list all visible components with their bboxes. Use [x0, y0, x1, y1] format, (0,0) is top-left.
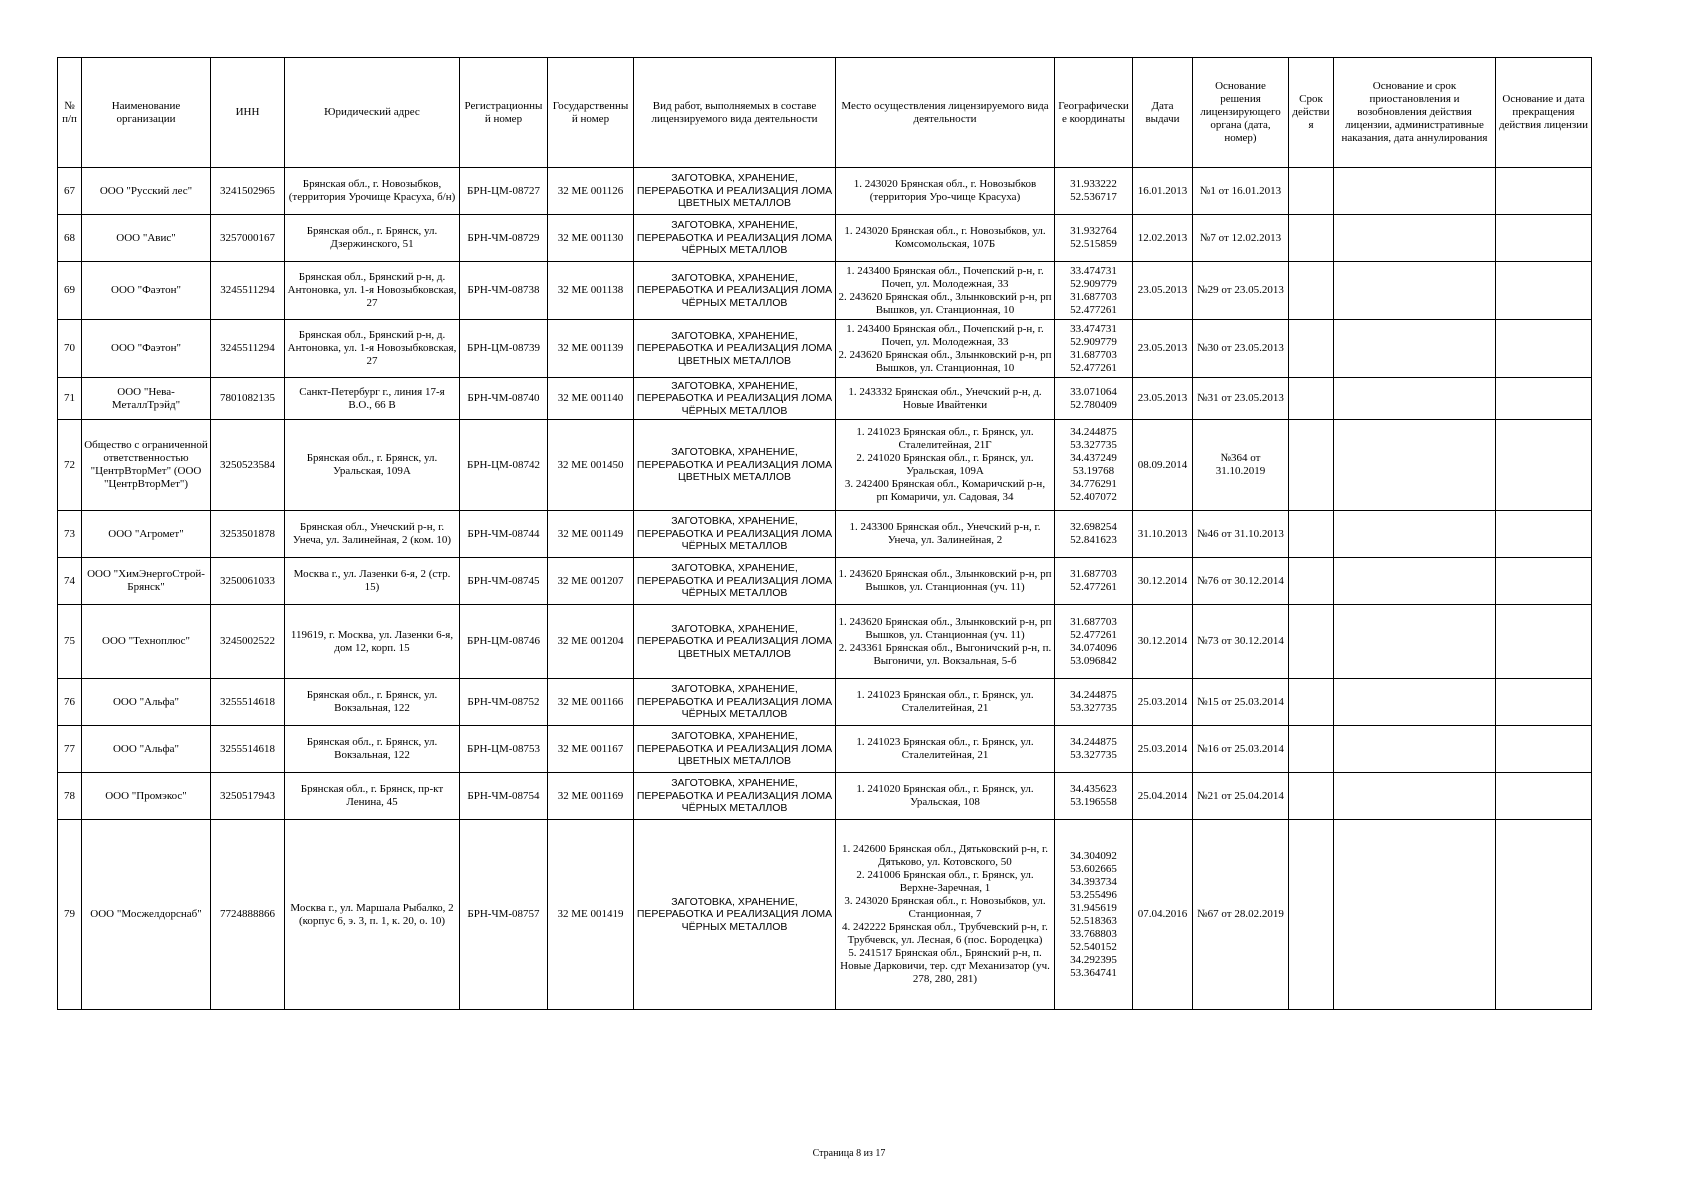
cell-reg: БРН-ЦМ-08746: [460, 605, 548, 679]
table-row: [58, 773, 1592, 820]
geo-line: 53.327735: [1070, 749, 1117, 761]
cell-term: [1289, 679, 1334, 726]
header-place: Место осуществления лицензируемого вида деятельности: [836, 58, 1055, 168]
cell-suspend: [1334, 679, 1496, 726]
geo-line: 34.393734: [1070, 875, 1117, 888]
cell-suspend: [1334, 168, 1496, 215]
place-line: 1. 243332 Брянская обл., Унечский р-н, д. Новые Ивайтенки: [848, 385, 1042, 411]
cell-inn: 3255514618: [211, 679, 285, 726]
geo-line: 31.687703: [1070, 568, 1117, 580]
place-line: 2. 241020 Брянская обл., г. Брянск, ул. Уральская, 109А: [856, 452, 1034, 477]
cell-basis: №29 от 23.05.2013: [1193, 262, 1289, 320]
cell-stop: [1496, 215, 1592, 262]
cell-basis: №76 от 30.12.2014: [1193, 558, 1289, 605]
cell-work: ЗАГОТОВКА, ХРАНЕНИЕ, ПЕРЕРАБОТКА И РЕАЛИЗАЦИЯ ЛОМА ЦВЕТНЫХ МЕТАЛЛОВ: [634, 605, 836, 679]
cell-term: [1289, 320, 1334, 378]
cell-reg: БРН-ЦМ-08727: [460, 168, 548, 215]
cell-geo: [1055, 820, 1133, 1010]
cell-place: [836, 262, 1055, 320]
cell-suspend: [1334, 320, 1496, 378]
place-line: 1. 242600 Брянская обл., Дятьковский р-н, г. Дятьково, ул. Котовского, 50: [842, 843, 1048, 868]
geo-line: 33.768803: [1070, 927, 1117, 940]
cell-address: Брянская обл., Брянский р-н, д. Антоновка, ул. 1-я Новозыбковская, 27: [285, 320, 460, 378]
cell-name: ООО "Авис": [82, 215, 211, 262]
geo-line: 31.687703: [1070, 348, 1117, 361]
geo-line: 33.474731: [1070, 322, 1117, 335]
header-basis: Основание решения лицензирующего органа (дата, номер): [1193, 58, 1289, 168]
geo-line: 52.407072: [1070, 491, 1117, 503]
cell-geo: [1055, 511, 1133, 558]
cell-address: Москва г., ул. Лазенки 6-я, 2 (стр. 15): [285, 558, 460, 605]
geo-line: 53.364741: [1070, 966, 1117, 979]
cell-geo: [1055, 420, 1133, 511]
cell-stop: [1496, 820, 1592, 1010]
cell-basis: №1 от 16.01.2013: [1193, 168, 1289, 215]
place-line: 1. 243020 Брянская обл., г. Новозыбков (территория Уро-чище Красуха): [853, 178, 1037, 203]
cell-stop: [1496, 773, 1592, 820]
geo-line: 31.932764: [1070, 225, 1117, 237]
table-row: [58, 168, 1592, 215]
cell-geo: [1055, 605, 1133, 679]
cell-num: 72: [58, 420, 82, 511]
geo-line: 53.196558: [1070, 796, 1117, 808]
geo-line: 52.515859: [1070, 238, 1117, 250]
geo-line: 53.327735: [1070, 702, 1117, 714]
cell-address: Москва г., ул. Маршала Рыбалко, 2 (корпус 6, э. 3, п. 1, к. 20, о. 10): [285, 820, 460, 1010]
geo-line: 52.909779: [1070, 277, 1117, 290]
place-line: 2. 241006 Брянская обл., г. Брянск, ул. Верхне-Заречная, 1: [856, 869, 1034, 894]
cell-work: ЗАГОТОВКА, ХРАНЕНИЕ, ПЕРЕРАБОТКА И РЕАЛИЗАЦИЯ ЛОМА ЧЁРНЫХ МЕТАЛЛОВ: [634, 378, 836, 420]
cell-state: 32 МЕ 001130: [548, 215, 634, 262]
cell-reg: БРН-ЧМ-08729: [460, 215, 548, 262]
cell-date: 23.05.2013: [1133, 262, 1193, 320]
geo-line: 53.19768: [1072, 465, 1115, 477]
place-line: 1. 241023 Брянская обл., г. Брянск, ул. Сталелитейная, 21: [856, 689, 1034, 714]
cell-term: [1289, 773, 1334, 820]
license-table: [57, 57, 1592, 1010]
cell-num: 79: [58, 820, 82, 1010]
place-line: 3. 242400 Брянская обл., Комаричский р-н, рп Комаричи, ул. Садовая, 34: [844, 478, 1046, 503]
cell-basis: №7 от 12.02.2013: [1193, 215, 1289, 262]
geo-line: 33.071064: [1070, 385, 1117, 398]
cell-work: ЗАГОТОВКА, ХРАНЕНИЕ, ПЕРЕРАБОТКА И РЕАЛИЗАЦИЯ ЛОМА ЦВЕТНЫХ МЕТАЛЛОВ: [634, 320, 836, 378]
cell-geo: [1055, 558, 1133, 605]
cell-num: 75: [58, 605, 82, 679]
cell-date: 23.05.2013: [1133, 320, 1193, 378]
cell-state: 32 МЕ 001166: [548, 679, 634, 726]
place-line: 2. 243620 Брянская обл., Злынковский р-н, рп Вышков, ул. Станционная, 10: [838, 348, 1052, 374]
cell-work: ЗАГОТОВКА, ХРАНЕНИЕ, ПЕРЕРАБОТКА И РЕАЛИЗАЦИЯ ЛОМА ЧЁРНЫХ МЕТАЛЛОВ: [634, 215, 836, 262]
cell-geo: [1055, 320, 1133, 378]
cell-basis: №364 от 31.10.2019: [1193, 420, 1289, 511]
cell-date: 23.05.2013: [1133, 378, 1193, 420]
cell-inn: 3253501878: [211, 511, 285, 558]
geo-line: 31.933222: [1070, 178, 1117, 190]
place-line: 1. 241023 Брянская обл., г. Брянск, ул. Сталелитейная, 21: [856, 736, 1034, 761]
place-line: 1. 243400 Брянская обл., Почепский р-н, г. Почеп, ул. Молодежная, 33: [846, 264, 1044, 290]
cell-state: 32 МЕ 001140: [548, 378, 634, 420]
cell-date: 30.12.2014: [1133, 558, 1193, 605]
header-term: Срок действия: [1289, 58, 1334, 168]
place-line: 1. 243300 Брянская обл., Унечский р-н, г. Унеча, ул. Залинейная, 2: [849, 521, 1041, 546]
cell-name: ООО "Альфа": [82, 679, 211, 726]
header-stop: Основание и дата прекращения действия лицензии: [1496, 58, 1592, 168]
geo-line: 34.244875: [1070, 426, 1117, 438]
cell-term: [1289, 420, 1334, 511]
cell-date: 25.03.2014: [1133, 679, 1193, 726]
cell-term: [1289, 215, 1334, 262]
cell-name: ООО "Альфа": [82, 726, 211, 773]
geo-line: 52.536717: [1070, 191, 1117, 203]
cell-suspend: [1334, 420, 1496, 511]
geo-line: 32.698254: [1070, 521, 1117, 533]
cell-stop: [1496, 511, 1592, 558]
cell-term: [1289, 558, 1334, 605]
cell-reg: БРН-ЧМ-08754: [460, 773, 548, 820]
cell-name: Общество с ограниченной ответственностью "ЦентрВторМет" (ООО "ЦентрВторМет"): [82, 420, 211, 511]
table-row: [58, 558, 1592, 605]
geo-line: 34.304092: [1070, 849, 1117, 862]
header-num: № п/п: [58, 58, 82, 168]
cell-term: [1289, 168, 1334, 215]
cell-work: ЗАГОТОВКА, ХРАНЕНИЕ, ПЕРЕРАБОТКА И РЕАЛИЗАЦИЯ ЛОМА ЧЁРНЫХ МЕТАЛЛОВ: [634, 511, 836, 558]
header-state: Государственный номер: [548, 58, 634, 168]
table-body: [58, 168, 1592, 1010]
cell-state: 32 МЕ 001126: [548, 168, 634, 215]
header-inn: ИНН: [211, 58, 285, 168]
cell-num: 69: [58, 262, 82, 320]
cell-name: ООО "Мосжелдорснаб": [82, 820, 211, 1010]
cell-term: [1289, 378, 1334, 420]
table-row: [58, 262, 1592, 320]
place-line: 1. 243620 Брянская обл., Злынковский р-н, рп Вышков, ул. Станционная (уч. 11): [838, 615, 1052, 641]
cell-stop: [1496, 679, 1592, 726]
cell-state: 32 МЕ 001149: [548, 511, 634, 558]
cell-inn: 3245511294: [211, 320, 285, 378]
cell-address: Брянская обл., г. Брянск, ул. Вокзальная, 122: [285, 726, 460, 773]
cell-name: ООО "Промэкос": [82, 773, 211, 820]
header-date: Дата выдачи: [1133, 58, 1193, 168]
cell-address: Санкт-Петербург г., линия 17-я В.О., 66 В: [285, 378, 460, 420]
cell-stop: [1496, 605, 1592, 679]
cell-work: ЗАГОТОВКА, ХРАНЕНИЕ, ПЕРЕРАБОТКА И РЕАЛИЗАЦИЯ ЛОМА ЧЁРНЫХ МЕТАЛЛОВ: [634, 820, 836, 1010]
cell-place: [836, 420, 1055, 511]
cell-place: [836, 168, 1055, 215]
header-reg: Регистрационный номер: [460, 58, 548, 168]
license-registry-sheet: [57, 57, 1591, 1010]
geo-line: 34.292395: [1070, 953, 1117, 966]
cell-num: 70: [58, 320, 82, 378]
cell-inn: 3257000167: [211, 215, 285, 262]
geo-line: 34.437249: [1070, 452, 1117, 464]
cell-basis: №21 от 25.04.2014: [1193, 773, 1289, 820]
place-line: 1. 243400 Брянская обл., Почепский р-н, г. Почеп, ул. Молодежная, 33: [846, 322, 1044, 348]
geo-line: 52.841623: [1070, 534, 1117, 546]
header-name: Наименование организации: [82, 58, 211, 168]
cell-address: Брянская обл., г. Брянск, пр-кт Ленина, 45: [285, 773, 460, 820]
geo-line: 33.474731: [1070, 264, 1117, 277]
cell-term: [1289, 605, 1334, 679]
cell-date: 25.03.2014: [1133, 726, 1193, 773]
cell-num: 67: [58, 168, 82, 215]
cell-place: [836, 378, 1055, 420]
cell-name: ООО "Агромет": [82, 511, 211, 558]
cell-address: Брянская обл., Унечский р-н, г. Унеча, ул. Залинейная, 2 (ком. 10): [285, 511, 460, 558]
cell-place: [836, 511, 1055, 558]
cell-term: [1289, 820, 1334, 1010]
cell-inn: 3245511294: [211, 262, 285, 320]
cell-num: 71: [58, 378, 82, 420]
cell-reg: БРН-ЦМ-08753: [460, 726, 548, 773]
cell-state: 32 МЕ 001169: [548, 773, 634, 820]
cell-num: 77: [58, 726, 82, 773]
cell-date: 30.12.2014: [1133, 605, 1193, 679]
cell-date: 08.09.2014: [1133, 420, 1193, 511]
cell-basis: №67 от 28.02.2019: [1193, 820, 1289, 1010]
geo-line: 31.687703: [1070, 615, 1117, 628]
cell-inn: 3250061033: [211, 558, 285, 605]
cell-stop: [1496, 168, 1592, 215]
cell-name: ООО "Фаэтон": [82, 262, 211, 320]
cell-stop: [1496, 378, 1592, 420]
cell-num: 73: [58, 511, 82, 558]
cell-address: 119619, г. Москва, ул. Лазенки 6-я, дом 12, корп. 15: [285, 605, 460, 679]
geo-line: 53.602665: [1070, 862, 1117, 875]
geo-line: 34.244875: [1070, 689, 1117, 701]
table-row: [58, 420, 1592, 511]
cell-stop: [1496, 420, 1592, 511]
place-line: 1. 243620 Брянская обл., Злынковский р-н, рп Вышков, ул. Станционная (уч. 11): [838, 568, 1052, 593]
cell-term: [1289, 262, 1334, 320]
cell-suspend: [1334, 558, 1496, 605]
cell-inn: 7724888866: [211, 820, 285, 1010]
geo-line: 53.096842: [1070, 654, 1117, 667]
geo-line: 34.435623: [1070, 783, 1117, 795]
cell-date: 07.04.2016: [1133, 820, 1193, 1010]
table-row: [58, 605, 1592, 679]
cell-num: 74: [58, 558, 82, 605]
cell-basis: №73 от 30.12.2014: [1193, 605, 1289, 679]
table-header-row: [58, 58, 1592, 168]
place-line: 1. 241023 Брянская обл., г. Брянск, ул. Сталелитейная, 21Г: [856, 426, 1034, 451]
cell-geo: [1055, 773, 1133, 820]
place-line: 3. 243020 Брянская обл., г. Новозыбков, ул. Станционная, 7: [844, 895, 1046, 920]
cell-work: ЗАГОТОВКА, ХРАНЕНИЕ, ПЕРЕРАБОТКА И РЕАЛИЗАЦИЯ ЛОМА ЧЁРНЫХ МЕТАЛЛОВ: [634, 558, 836, 605]
table-row: [58, 679, 1592, 726]
cell-work: ЗАГОТОВКА, ХРАНЕНИЕ, ПЕРЕРАБОТКА И РЕАЛИЗАЦИЯ ЛОМА ЦВЕТНЫХ МЕТАЛЛОВ: [634, 726, 836, 773]
cell-suspend: [1334, 378, 1496, 420]
cell-stop: [1496, 320, 1592, 378]
geo-line: 31.687703: [1070, 290, 1117, 303]
cell-state: 32 МЕ 001450: [548, 420, 634, 511]
geo-line: 52.477261: [1070, 303, 1117, 316]
table-row: [58, 726, 1592, 773]
cell-place: [836, 215, 1055, 262]
place-line: 5. 241517 Брянская обл., Брянский р-н, п. Новые Дарковичи, тер. сдт Механизатор (уч. 278, 280, 281): [840, 947, 1050, 985]
geo-line: 34.776291: [1070, 478, 1117, 490]
cell-date: 16.01.2013: [1133, 168, 1193, 215]
table-row: [58, 378, 1592, 420]
cell-reg: БРН-ЧМ-08752: [460, 679, 548, 726]
cell-geo: [1055, 215, 1133, 262]
cell-reg: БРН-ЦМ-08739: [460, 320, 548, 378]
cell-place: [836, 320, 1055, 378]
geo-line: 53.255496: [1070, 888, 1117, 901]
cell-inn: 7801082135: [211, 378, 285, 420]
cell-num: 76: [58, 679, 82, 726]
place-line: 4. 242222 Брянская обл., Трубчевский р-н, г. Трубчевск, ул. Лесная, 6 (пос. Бородецка): [842, 921, 1048, 946]
geo-line: 52.477261: [1070, 361, 1117, 374]
cell-state: 32 МЕ 001204: [548, 605, 634, 679]
geo-line: 52.477261: [1070, 628, 1117, 641]
cell-name: ООО "ХимЭнергоСтрой-Брянск": [82, 558, 211, 605]
cell-reg: БРН-ЧМ-08757: [460, 820, 548, 1010]
cell-geo: [1055, 262, 1133, 320]
place-line: 1. 243020 Брянская обл., г. Новозыбков, ул. Комсомольская, 107Б: [844, 225, 1046, 250]
cell-num: 78: [58, 773, 82, 820]
cell-place: [836, 679, 1055, 726]
cell-basis: №15 от 25.03.2014: [1193, 679, 1289, 726]
table-row: [58, 820, 1592, 1010]
header-work: Вид работ, выполняемых в составе лицензируемого вида деятельности: [634, 58, 836, 168]
cell-work: ЗАГОТОВКА, ХРАНЕНИЕ, ПЕРЕРАБОТКА И РЕАЛИЗАЦИЯ ЛОМА ЧЁРНЫХ МЕТАЛЛОВ: [634, 262, 836, 320]
cell-name: ООО "Фаэтон": [82, 320, 211, 378]
cell-work: ЗАГОТОВКА, ХРАНЕНИЕ, ПЕРЕРАБОТКА И РЕАЛИЗАЦИЯ ЛОМА ЧЁРНЫХ МЕТАЛЛОВ: [634, 773, 836, 820]
geo-line: 52.780409: [1070, 398, 1117, 411]
cell-inn: 3250523584: [211, 420, 285, 511]
cell-address: Брянская обл., г. Новозыбков, (территория Урочище Красуха, б/н): [285, 168, 460, 215]
place-line: 1. 241020 Брянская обл., г. Брянск, ул. Уральская, 108: [856, 783, 1034, 808]
cell-suspend: [1334, 605, 1496, 679]
cell-state: 32 МЕ 001419: [548, 820, 634, 1010]
cell-place: [836, 558, 1055, 605]
cell-suspend: [1334, 262, 1496, 320]
geo-line: 52.477261: [1070, 581, 1117, 593]
cell-suspend: [1334, 215, 1496, 262]
geo-line: 34.244875: [1070, 736, 1117, 748]
cell-place: [836, 820, 1055, 1010]
table-row: [58, 320, 1592, 378]
geo-line: 52.540152: [1070, 940, 1117, 953]
place-line: 2. 243620 Брянская обл., Злынковский р-н, рп Вышков, ул. Станционная, 10: [838, 290, 1052, 316]
cell-geo: [1055, 378, 1133, 420]
geo-line: 53.327735: [1070, 439, 1117, 451]
cell-date: 31.10.2013: [1133, 511, 1193, 558]
cell-work: ЗАГОТОВКА, ХРАНЕНИЕ, ПЕРЕРАБОТКА И РЕАЛИЗАЦИЯ ЛОМА ЦВЕТНЫХ МЕТАЛЛОВ: [634, 168, 836, 215]
cell-basis: №31 от 23.05.2013: [1193, 378, 1289, 420]
cell-state: 32 МЕ 001207: [548, 558, 634, 605]
cell-address: Брянская обл., г. Брянск, ул. Дзержинского, 51: [285, 215, 460, 262]
cell-stop: [1496, 726, 1592, 773]
table-row: [58, 511, 1592, 558]
geo-line: 52.909779: [1070, 335, 1117, 348]
cell-basis: №30 от 23.05.2013: [1193, 320, 1289, 378]
cell-term: [1289, 726, 1334, 773]
cell-inn: 3241502965: [211, 168, 285, 215]
place-line: 2. 243361 Брянская обл., Выгоничский р-н, п. Выгоничи, ул. Вокзальная, 5-б: [838, 641, 1052, 667]
cell-num: 68: [58, 215, 82, 262]
geo-line: 34.074096: [1070, 641, 1117, 654]
cell-reg: БРН-ЧМ-08745: [460, 558, 548, 605]
cell-reg: БРН-ЦМ-08742: [460, 420, 548, 511]
cell-state: 32 МЕ 001138: [548, 262, 634, 320]
cell-address: Брянская обл., г. Брянск, ул. Уральская, 109А: [285, 420, 460, 511]
cell-geo: [1055, 168, 1133, 215]
cell-name: ООО "Русский лес": [82, 168, 211, 215]
cell-inn: 3255514618: [211, 726, 285, 773]
page-footer: Страница 8 из 17: [812, 1148, 886, 1159]
header-geo: Географические координаты: [1055, 58, 1133, 168]
cell-inn: 3250517943: [211, 773, 285, 820]
cell-inn: 3245002522: [211, 605, 285, 679]
header-suspend: Основание и срок приостановления и возобновления действия лицензии, административные наказания, дата аннулирования: [1334, 58, 1496, 168]
cell-reg: БРН-ЧМ-08744: [460, 511, 548, 558]
cell-suspend: [1334, 726, 1496, 773]
cell-term: [1289, 511, 1334, 558]
header-address: Юридический адрес: [285, 58, 460, 168]
cell-geo: [1055, 679, 1133, 726]
cell-place: [836, 726, 1055, 773]
cell-state: 32 МЕ 001139: [548, 320, 634, 378]
cell-address: Брянская обл., г. Брянск, ул. Вокзальная, 122: [285, 679, 460, 726]
cell-place: [836, 605, 1055, 679]
cell-date: 25.04.2014: [1133, 773, 1193, 820]
geo-line: 52.518363: [1070, 914, 1117, 927]
table-row: [58, 215, 1592, 262]
cell-basis: №16 от 25.03.2014: [1193, 726, 1289, 773]
cell-suspend: [1334, 773, 1496, 820]
cell-state: 32 МЕ 001167: [548, 726, 634, 773]
cell-name: ООО "Техноплюс": [82, 605, 211, 679]
cell-stop: [1496, 558, 1592, 605]
cell-place: [836, 773, 1055, 820]
geo-line: 31.945619: [1070, 901, 1117, 914]
cell-name: ООО "Нева-МеталлТрэйд": [82, 378, 211, 420]
cell-work: ЗАГОТОВКА, ХРАНЕНИЕ, ПЕРЕРАБОТКА И РЕАЛИЗАЦИЯ ЛОМА ЧЁРНЫХ МЕТАЛЛОВ: [634, 679, 836, 726]
cell-reg: БРН-ЧМ-08738: [460, 262, 548, 320]
cell-work: ЗАГОТОВКА, ХРАНЕНИЕ, ПЕРЕРАБОТКА И РЕАЛИЗАЦИЯ ЛОМА ЦВЕТНЫХ МЕТАЛЛОВ: [634, 420, 836, 511]
cell-date: 12.02.2013: [1133, 215, 1193, 262]
cell-reg: БРН-ЧМ-08740: [460, 378, 548, 420]
cell-stop: [1496, 262, 1592, 320]
cell-suspend: [1334, 820, 1496, 1010]
cell-basis: №46 от 31.10.2013: [1193, 511, 1289, 558]
cell-geo: [1055, 726, 1133, 773]
cell-address: Брянская обл., Брянский р-н, д. Антоновка, ул. 1-я Новозыбковская, 27: [285, 262, 460, 320]
cell-suspend: [1334, 511, 1496, 558]
